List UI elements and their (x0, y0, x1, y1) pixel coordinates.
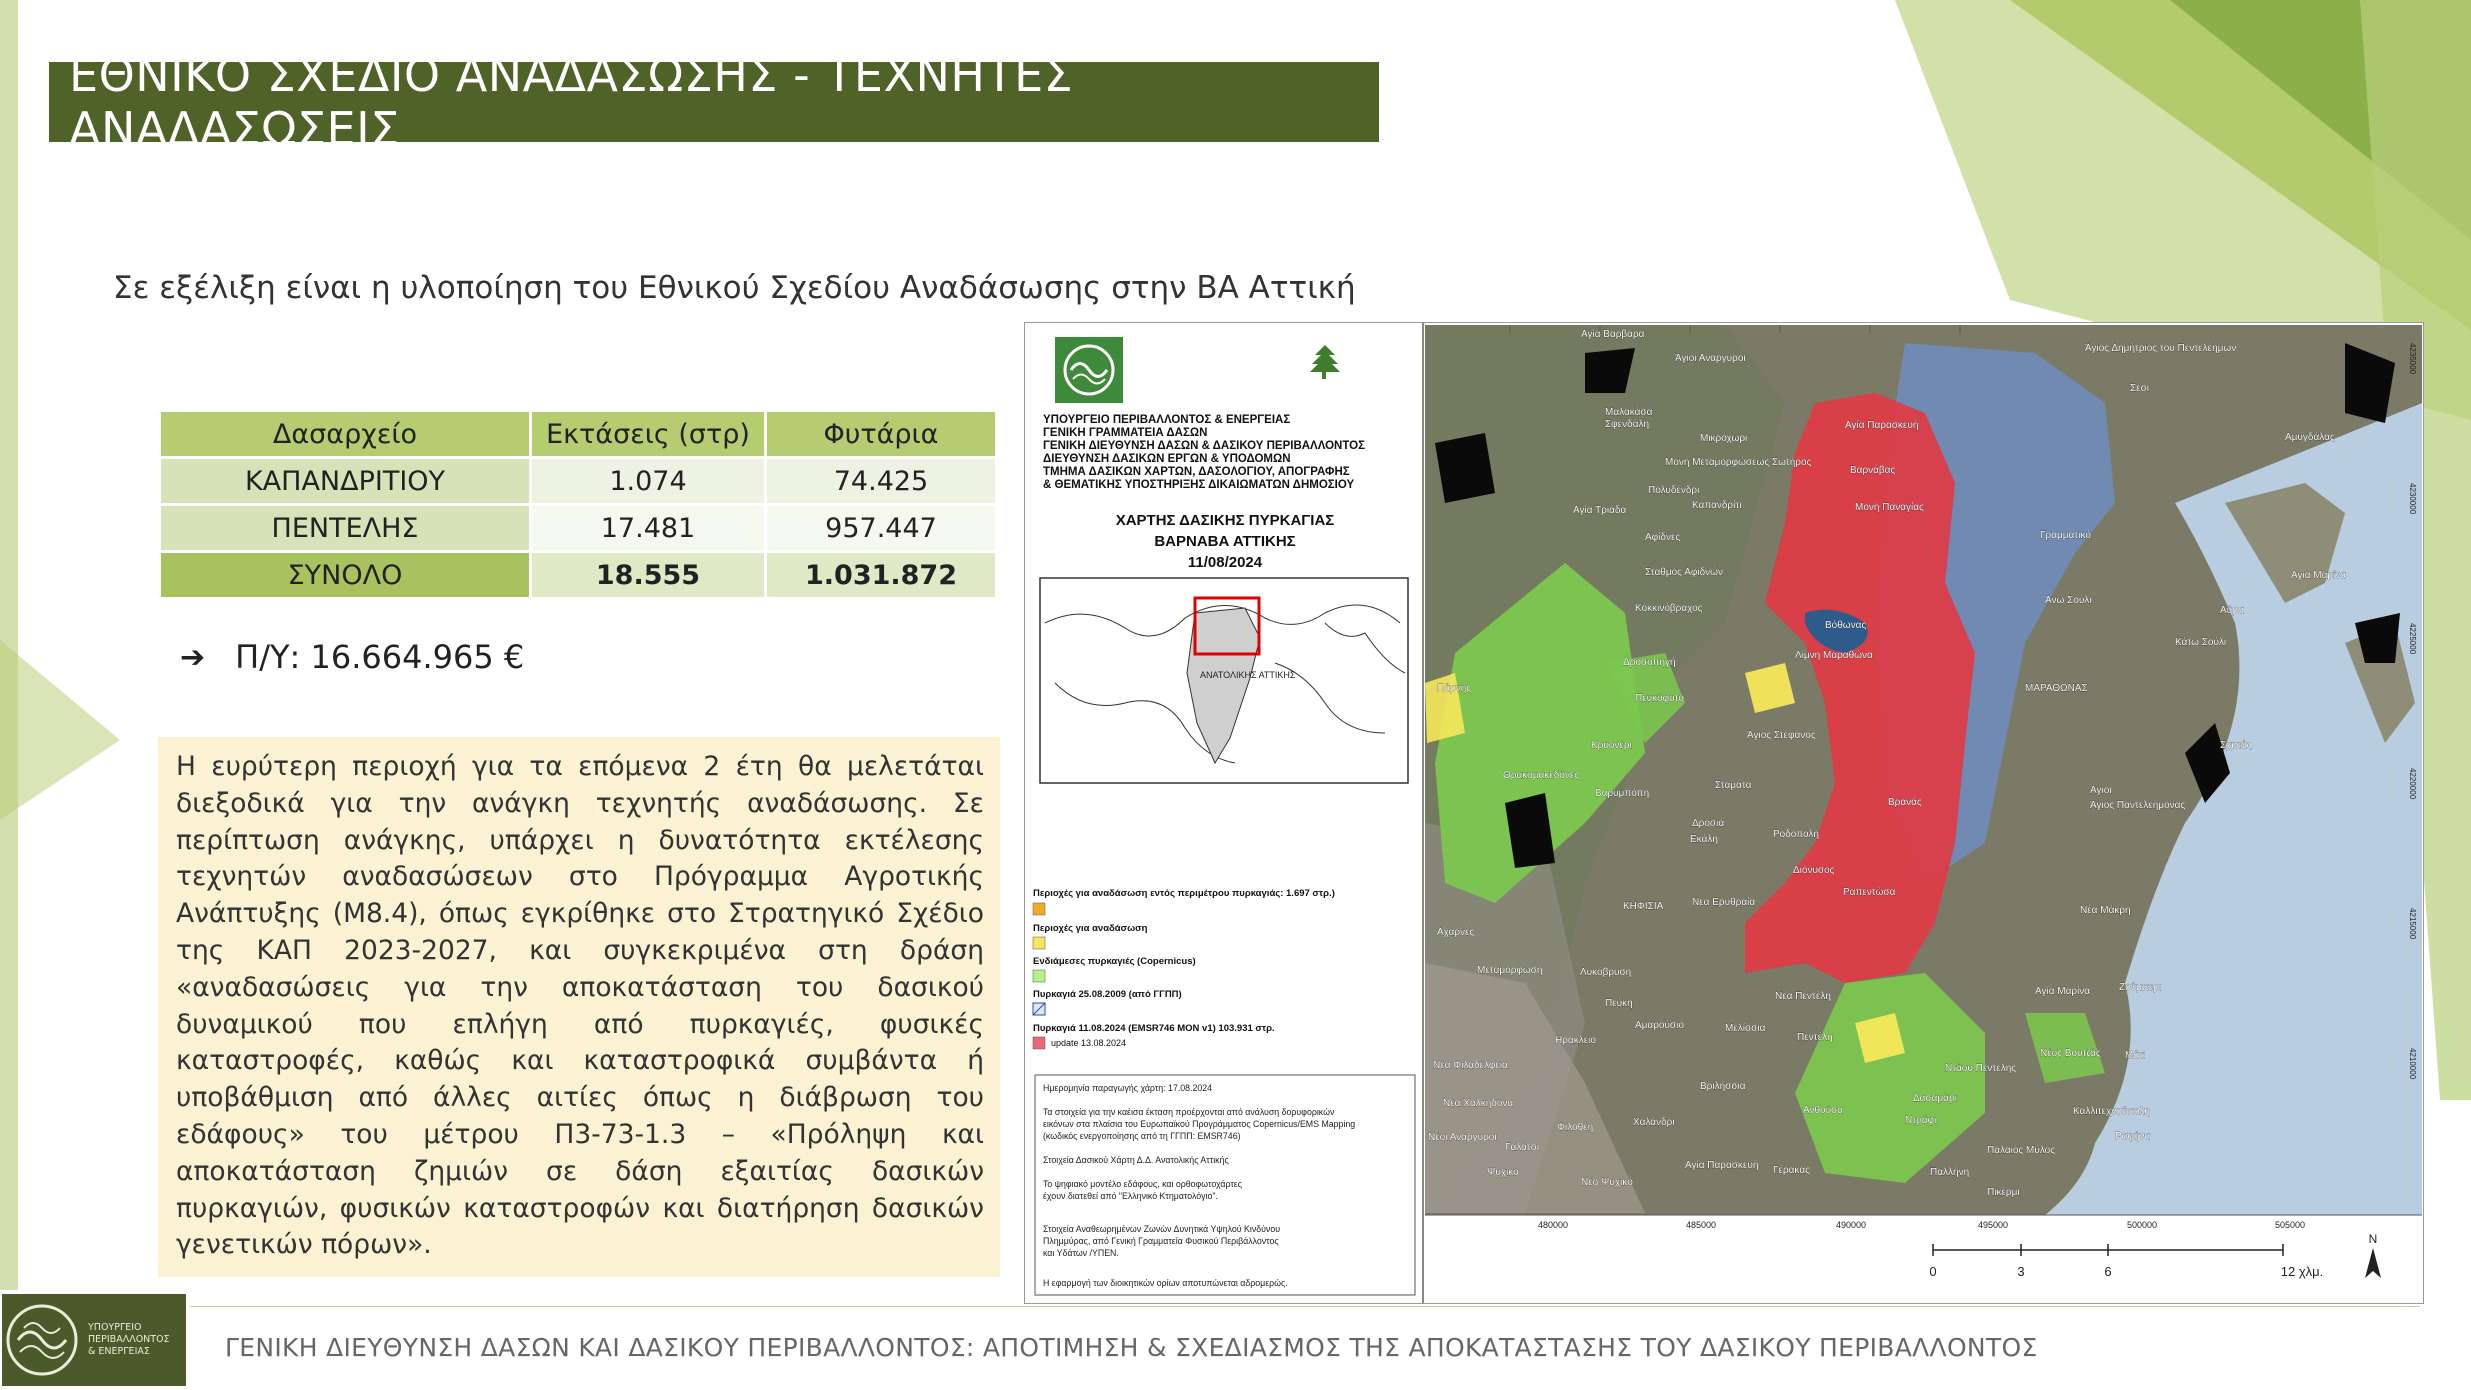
slide-title: ΕΘΝΙΚΟ ΣΧΕΔΙΟ ΑΝΑΔΑΣΩΣΗΣ - ΤΕΧΝΗΤΕΣ ΑΝΑΔΑΣΩΣΕΙΣ (49, 62, 1379, 142)
y-tick-label: 4235000 (2408, 343, 2417, 375)
table-cell: 17.481 (532, 506, 764, 550)
scale-label: 12 χλμ. (2280, 1264, 2324, 1279)
note-line: Πλημμύρας, από Γενική Γραμματεία Φυσικού Περιβάλλοντος (1043, 1236, 1279, 1246)
place-label: Ντάου Πεντέλης (1945, 1063, 2017, 1074)
y-tick-label: 4230000 (2408, 483, 2417, 515)
place-label: Νέοι Ανάργυροι (1428, 1132, 1497, 1143)
place-label: ΜΑΡΑΘΩΝΑΣ (2025, 683, 2088, 694)
place-label: Μικρόχωρι (1700, 433, 1748, 444)
place-label: Μάτι (2125, 1050, 2146, 1061)
place-label: Σέσι (2130, 383, 2150, 394)
svg-text:N: N (2368, 1232, 2378, 1246)
place-label: Νέα Χαλκηδόνα (1443, 1098, 1514, 1109)
place-label: Πεύκη (1605, 998, 1633, 1009)
place-label: Άγιος Δημήτριος του Πεντελέημων (2085, 343, 2237, 354)
y-tick-label: 4210000 (2408, 1048, 2417, 1080)
place-label: Καπανδρίτι (1692, 500, 1742, 511)
logo-line: ΠΕΡΙΒΑΛΛΟΝΤΟΣ (88, 1334, 170, 1345)
note-line: Η εφαρμογή των διοικητικών ορίων αποτυπώνεται αδρομερώς. (1043, 1278, 1288, 1288)
place-label: Καλλιτεχνούπολη (2073, 1106, 2150, 1117)
note-line: Το ψηφιακό μοντέλο εδάφους, και ορθοφωτοχάρτες (1043, 1179, 1242, 1189)
place-label: Νέα Φιλαδέλφεια (1433, 1060, 1508, 1071)
info-textbox (158, 737, 1000, 1277)
footer-ministry-logo (2, 1294, 186, 1386)
table-row (161, 459, 995, 503)
place-label: Σταθμός Αφιδνών (1645, 567, 1723, 578)
place-label: Ραφήνα (2115, 1131, 2151, 1142)
legend-item: Περιοχές για αναδάσωση εντός περιμέτρου πυρκαγιάς: 1.697 στρ.) (1033, 888, 1335, 899)
org-line: & ΘΕΜΑΤΙΚΗΣ ΥΠΟΣΤΗΡΙΞΗΣ ΔΙΚΑΙΩΜΑΤΩΝ ΔΗΜΟΣΙΟΥ (1043, 479, 1355, 491)
map-title: ΧΑΡΤΗΣ ΔΑΣΙΚΗΣ ΠΥΡΚΑΓΙΑΣ (1115, 512, 1335, 529)
table-cell: 1.074 (532, 459, 764, 503)
place-label: Ζούμπερι (2119, 982, 2162, 993)
place-label: Άγιος Παντελεήμονας (2090, 800, 2186, 811)
note-line: Στοιχεία Δασικού Χάρτη Δ.Δ. Ανατολικής Αττικής (1043, 1155, 1229, 1165)
note-line: και Υδάτων /ΥΠΕΝ. (1043, 1248, 1119, 1258)
org-line: ΥΠΟΥΡΓΕΙΟ ΠΕΡΙΒΑΛΛΟΝΤΟΣ & ΕΝΕΡΓΕΙΑΣ (1043, 414, 1291, 426)
x-tick-label: 495000 (1977, 1220, 2009, 1230)
ministry-emblem-icon (2, 1300, 82, 1380)
place-label: Χαλάνδρι (1633, 1117, 1675, 1128)
place-label: Ψυχικό (1487, 1167, 1519, 1178)
place-label: Μαλακάσα (1605, 407, 1653, 418)
place-label: Αφίδνες (1645, 532, 1681, 543)
place-label: Κάτω Σούλι (2175, 637, 2227, 648)
col-header-seedlings: Φυτάρια (767, 412, 995, 456)
legend-item: Πυρκαγιά 11.08.2024 (EMSR746 MON v1) 103.931 στρ. (1033, 1023, 1275, 1034)
place-label: Βαρυμπόπη (1595, 788, 1650, 799)
place-label: Σχινιάς (2220, 740, 2252, 751)
place-label: Αγία Μαρίνα (2291, 570, 2347, 581)
org-line: ΓΕΝΙΚΗ ΔΙΕΥΘΥΝΣΗ ΔΑΣΩΝ & ΔΑΣΙΚΟΥ ΠΕΡΙΒΑΛΛΟΝΤΟΣ (1043, 440, 1365, 452)
place-label: Αμυγδάλας (2285, 432, 2335, 443)
place-label: Αμαρούσιο (1635, 1020, 1684, 1031)
place-label: Αγία Τριάδα (1573, 505, 1627, 516)
place-label: Βριλήσσια (1700, 1081, 1746, 1092)
place-label: Βαρνάβας (1850, 465, 1896, 476)
x-tick-label: 500000 (2126, 1220, 2158, 1230)
place-label: Γαλάτσι (1505, 1142, 1540, 1153)
table-row (161, 506, 995, 550)
legend-item: Ενδιάμεσες πυρκαγιές (Copernicus) (1033, 956, 1196, 967)
place-label: Μεταμόρφωση (1477, 965, 1543, 976)
place-label: Ηράκλειο (1555, 1035, 1596, 1046)
place-label: Νέα Μάκρη (2080, 905, 2131, 916)
logo-line: & ΕΝΕΡΓΕΙΑΣ (88, 1346, 150, 1357)
table-total-row (161, 553, 995, 597)
org-line: ΓΕΝΙΚΗ ΓΡΑΜΜΑΤΕΙΑ ΔΑΣΩΝ (1043, 427, 1208, 439)
place-label: Κοκκινόβραχος (1635, 603, 1703, 614)
note-line: (κωδικός ενεργοποίησης από τη ΓΓΠΠ: EMSR746) (1043, 1131, 1241, 1141)
place-label: Αγία Μαρίνα (2035, 986, 2091, 997)
note-line: έχουν διατεθεί από "Ελληνικό Κτηματολόγιο". (1043, 1191, 1218, 1201)
place-label: Δροσοπηγή (1623, 657, 1676, 668)
org-line: ΤΜΗΜΑ ΔΑΣΙΚΩΝ ΧΑΡΤΩΝ, ΔΑΣΟΛΟΓΙΟΥ, ΑΠΟΓΡΑΦΗΣ (1043, 466, 1350, 478)
table-header-row (161, 412, 995, 456)
x-tick-label: 490000 (1835, 1220, 1867, 1230)
place-label: Εκάλη (1690, 834, 1718, 845)
place-label: Διόνυσος (1793, 865, 1835, 876)
place-label: Πευκόφυτο (1635, 693, 1684, 704)
reforestation-table (158, 409, 998, 600)
footer-logo-text (88, 1322, 170, 1358)
place-label: Αγία Βαρβάρα (1581, 329, 1645, 340)
place-label: Αύρα (2220, 605, 2244, 616)
place-label: Λυκόβρυση (1580, 967, 1632, 978)
place-label: Πολυδένδρι (1648, 485, 1700, 496)
map-title: ΒΑΡΝΑΒΑ ΑΤΤΙΚΗΣ (1154, 533, 1296, 550)
table-cell: 1.031.872 (767, 553, 995, 597)
note-line: Τα στοιχεία για την καέισα έκταση προέρχονται από ανάλυση δορυφορικών (1043, 1107, 1335, 1117)
place-label: Μονή Παναγίας (1855, 502, 1924, 513)
y-tick-label: 4215000 (2408, 908, 2417, 940)
info-paragraph: Η ευρύτερη περιοχή για τα επόμενα 2 έτη θα μελετάται διεξοδικά για την ανάγκη τεχνητής αναδάσωσης. Σε περίπτωση ανάγκης, υπάρχει η δυνατότητα εκτέλεσης τεχνητών αναδασώσεων στο Πρόγραμμα Αγροτικής Ανάπτυξης (Μ8.4), όπως εγκρίθηκε στο Στρατηγικό Σχέδιο της ΚΑΠ 2023-2027, και συγκεκριμένα στη δράση «αναδασώσεις για την αποκατάσταση του δασικού δυναμικού που επλήγη από πυρκαγιές, φυσικές καταστροφές, καθώς και καταστροφικά συμβάντα ή υποβάθμιση από άλλες αιτίες όπως η διάβρωση του εδάφους» του μέτρου Π3-73-1.3 – «Πρόληψη και αποκατάσταση ζημιών σε δάση εξαιτίας δασικών πυρκαγιών, φυσικών καταστροφών και διατήρηση δασικών γενετικών πόρων». (176, 751, 984, 1261)
scale-label: 0 (1929, 1264, 1937, 1279)
fire-map (1024, 322, 2424, 1304)
place-label: Πάρνης (1437, 683, 1472, 694)
place-label: Σφενδάλη (1605, 419, 1650, 430)
budget-line (180, 638, 524, 676)
legend-sub: update 13.08.2024 (1051, 1038, 1127, 1048)
place-label: Ραπεντώσα (1843, 887, 1896, 898)
note-line: Ημερομηνία παραγωγής χάρτη: 17.08.2024 (1043, 1083, 1213, 1093)
place-label: Ανθούσα (1803, 1105, 1844, 1116)
x-tick-label: 480000 (1537, 1220, 1569, 1230)
org-line: ΔΙΕΥΘΥΝΣΗ ΔΑΣΙΚΩΝ ΕΡΓΩΝ & ΥΠΟΔΟΜΩΝ (1043, 453, 1291, 465)
place-label: Αγιοι (2090, 785, 2112, 796)
place-label: Αγία Παρασκευή (1845, 420, 1919, 431)
arrow-right-icon: ➔ (180, 639, 206, 675)
table-cell: ΣΥΝΟΛΟ (161, 553, 529, 597)
place-label: Δροσιά (1692, 818, 1725, 829)
place-label: Πικέρμι (1987, 1187, 2020, 1198)
place-label: Θρακομακεδόνες (1503, 770, 1580, 781)
map-date: 11/08/2024 (1187, 554, 1263, 571)
place-label: Φιλοθέη (1557, 1122, 1594, 1133)
col-header-area: Εκτάσεις (στρ) (532, 412, 764, 456)
inset-locator-map (1040, 578, 1408, 783)
place-label: Γραμματικό (2040, 530, 2091, 541)
place-label: Ροδόπολη (1773, 829, 1819, 840)
place-label: ΚΗΦΙΣΙΑ (1623, 901, 1664, 912)
table-cell: 74.425 (767, 459, 995, 503)
place-label: Δασαμάρι (1913, 1093, 1957, 1104)
table-cell: ΚΑΠΑΝΔΡΙΤΙΟΥ (161, 459, 529, 503)
place-label: Μελίσσια (1725, 1023, 1766, 1034)
table-cell: 957.447 (767, 506, 995, 550)
note-line: Στοιχεία Αναθεωρημένων Ζωνών Δυνητικά Υψηλού Κινδύνου (1043, 1224, 1281, 1234)
logo-line: ΥΠΟΥΡΓΕΙΟ (88, 1322, 142, 1333)
note-line: εικόνων στα πλαίσια του Ευρωπαϊκού Προγράμματος Copernicus/EMS Mapping (1043, 1119, 1356, 1129)
footer-text: ΓΕΝΙΚΗ ΔΙΕΥΘΥΝΣΗ ΔΑΣΩΝ ΚΑΙ ΔΑΣΙΚΟΥ ΠΕΡΙΒΑΛΛΟΝΤΟΣ: ΑΠΟΤΙΜΗΣΗ & ΣΧΕΔΙΑΣΜΟΣ ΤΗΣ ΑΠΟΚΑΤΑΣΤΑΣΗΣ ΤΟΥ ΔΑΣΙΚΟΥ ΠΕΡΙΒΑΛΛΟΝΤΟΣ (225, 1333, 2038, 1362)
x-tick-label: 505000 (2274, 1220, 2306, 1230)
place-label: Αγία Παρασκευή (1685, 1160, 1759, 1171)
place-label: Κρυονέρι (1591, 740, 1632, 751)
col-header-forest-office: Δασαρχείο (161, 412, 529, 456)
place-label: Βόθωνας (1825, 620, 1867, 631)
y-tick-label: 4225000 (2408, 623, 2417, 655)
ministry-logo-icon (1055, 337, 1123, 403)
budget-text: Π/Υ: 16.664.965 € (235, 638, 525, 676)
place-label: Ντράφι (1905, 1115, 1937, 1126)
legend-item: Πυρκαγιά 25.08.2009 (από ΓΓΠΠ) (1033, 989, 1182, 1000)
place-label: Νέος Βουτζάς (2040, 1048, 2101, 1059)
scale-label: 3 (2017, 1264, 2025, 1279)
place-label: Νέο Ψυχικό (1581, 1177, 1633, 1188)
x-tick-label: 485000 (1685, 1220, 1717, 1230)
place-label: Άνω Σούλι (2045, 595, 2092, 606)
legend-item: Περιοχές για αναδάσωση (1033, 923, 1148, 934)
table-cell: 18.555 (532, 553, 764, 597)
y-tick-label: 4220000 (2408, 768, 2417, 800)
place-label: Βρανάς (1888, 797, 1922, 808)
place-label: Άγιος Στέφανος (1747, 730, 1816, 741)
place-label: Νέα Πεντέλη (1775, 991, 1831, 1002)
place-label: Σταμάτα (1715, 780, 1752, 791)
inset-label: ΑΝΑΤΟΛΙΚΗΣ ΑΤΤΙΚΗΣ (1200, 670, 1296, 680)
footer-divider (190, 1306, 2420, 1307)
place-label: Νέα Ερυθραία (1692, 897, 1756, 908)
place-label: Μονή Μεταμορφώσεως Σωτήρος (1665, 457, 1812, 468)
place-label: Άγιοι Αναργυροι (1675, 353, 1746, 364)
slide-subtitle: Σε εξέλιξη είναι η υλοποίηση του Εθνικού Σχεδίου Αναδάσωσης στην ΒΑ Αττική (113, 270, 1356, 306)
place-label: Αχαρνές (1437, 927, 1475, 938)
place-label: Λίμνη Μαραθώνα (1795, 650, 1873, 661)
place-label: Παλαιός Μύλος (1987, 1145, 2056, 1156)
place-label: Παλλήνη (1930, 1167, 1970, 1178)
place-label: Πεντέλη (1797, 1032, 1833, 1043)
table-cell: ΠΕΝΤΕΛΗΣ (161, 506, 529, 550)
scale-label: 6 (2104, 1264, 2112, 1279)
place-label: Γέρακας (1773, 1165, 1810, 1176)
